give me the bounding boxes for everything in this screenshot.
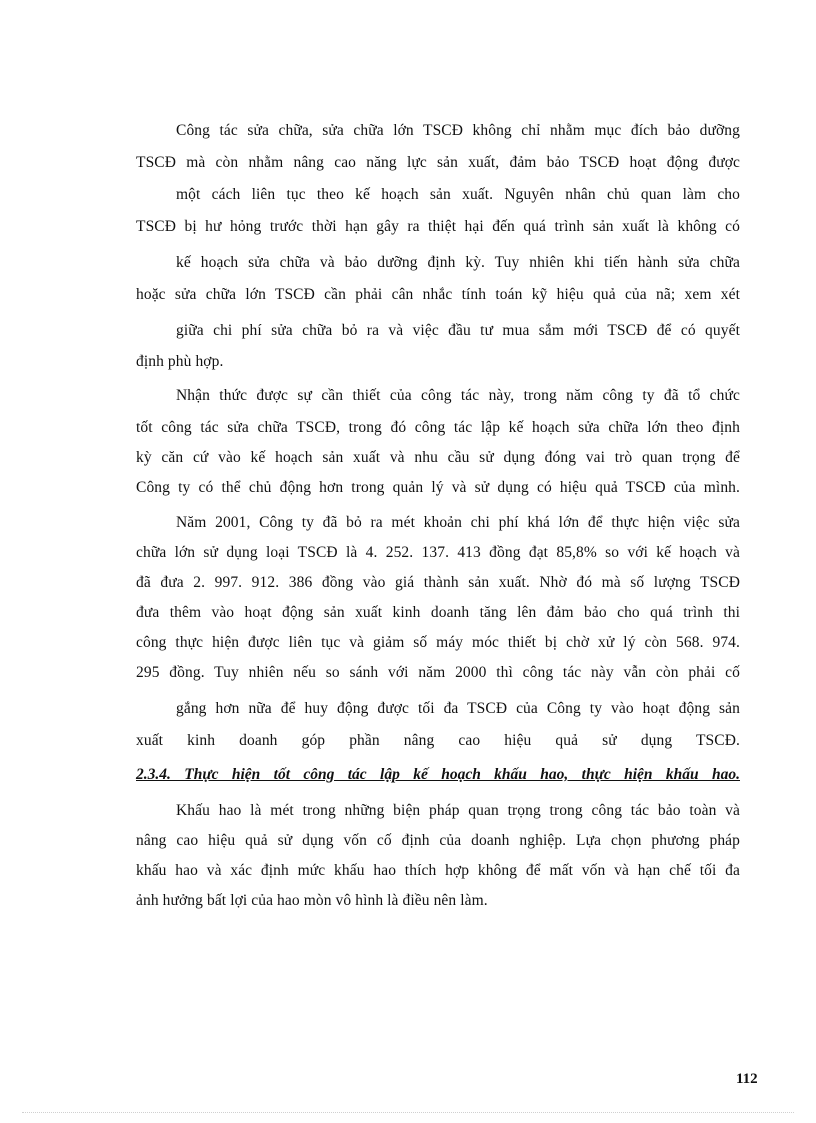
paragraph-line: một cách liên tục theo kế hoạch sản xuất. Nguyên nhân chủ quan làm cho bbox=[176, 186, 740, 203]
paragraph-line: chữa lớn sử dụng loại TSCĐ là 4. 252. 137. 413 đồng đạt 85,8% so với kế hoạch và bbox=[136, 544, 740, 561]
paragraph-line: công thực hiện được liên tục và giảm số máy móc thiết bị chờ xử lý còn 568. 974. bbox=[136, 634, 740, 651]
paragraph-line: định phù hợp. bbox=[136, 353, 224, 370]
paragraph-line: nâng cao hiệu quả sử dụng vốn cố định của doanh nghiệp. Lựa chọn phương pháp bbox=[136, 832, 740, 849]
paragraph-line: đã đưa 2. 997. 912. 386 đồng vào giá thành sản xuất. Nhờ đó mà số lượng TSCĐ bbox=[136, 574, 740, 591]
paragraph-line: đưa thêm vào hoạt động sản xuất kinh doanh tăng lên đảm bảo cho quá trình thi bbox=[136, 604, 740, 621]
paragraph-line: hoặc sửa chữa lớn TSCĐ cần phải cân nhắc tính toán kỹ hiệu quả của nã; xem xét bbox=[136, 286, 740, 303]
paragraph-line: Khấu hao là mét trong những biện pháp quan trọng trong công tác bảo toàn và bbox=[176, 802, 740, 819]
paragraph-line: xuất kinh doanh góp phần nâng cao hiệu quả sử dụng TSCĐ. bbox=[136, 732, 740, 749]
paragraph-line: tốt công tác sửa chữa TSCĐ, trong đó công tác lập kế hoạch sửa chữa lớn theo định bbox=[136, 419, 740, 436]
page-bottom-border bbox=[22, 1112, 794, 1113]
paragraph-line: Công ty có thể chủ động hơn trong quản lý và sử dụng có hiệu quả TSCĐ của mình. bbox=[136, 479, 740, 496]
paragraph-line: gắng hơn nữa để huy động được tối đa TSCĐ của Công ty vào hoạt động sản bbox=[176, 700, 740, 717]
paragraph-line: Nhận thức được sự cần thiết của công tác này, trong năm công ty đã tổ chức bbox=[176, 387, 740, 404]
paragraph-line: Năm 2001, Công ty đã bỏ ra mét khoản chi phí khá lớn để thực hiện việc sửa bbox=[176, 514, 740, 531]
paragraph-line: TSCĐ bị hư hỏng trước thời hạn gây ra thiệt hại đến quá trình sản xuất là không có bbox=[136, 218, 740, 235]
paragraph-line: kỳ căn cứ vào kế hoạch sản xuất và nhu cầu sử dụng đóng vai trò quan trọng để bbox=[136, 449, 740, 466]
paragraph-line: 295 đồng. Tuy nhiên nếu so sánh với năm 2000 thì công tác này vẫn còn phải cố bbox=[136, 664, 740, 681]
paragraph-line: kế hoạch sửa chữa và bảo dưỡng định kỳ. Tuy nhiên khi tiến hành sửa chữa bbox=[176, 254, 740, 271]
paragraph-line: Công tác sửa chữa, sửa chữa lớn TSCĐ không chỉ nhằm mục đích bảo dưỡng bbox=[176, 122, 740, 139]
paragraph-line: giữa chi phí sửa chữa bỏ ra và việc đầu tư mua sắm mới TSCĐ để có quyết bbox=[176, 322, 740, 339]
section-heading: 2.3.4. Thực hiện tốt công tác lập kế hoạch khấu hao, thực hiện khấu hao. bbox=[136, 766, 740, 783]
page-number: 112 bbox=[736, 1071, 758, 1087]
paragraph-line: khấu hao và xác định mức khấu hao thích hợp không để mất vốn và hạn chế tối đa bbox=[136, 862, 740, 879]
paragraph-line: TSCĐ mà còn nhằm nâng cao năng lực sản xuất, đảm bảo TSCĐ hoạt động được bbox=[136, 154, 740, 171]
paragraph-line: ảnh hưởng bất lợi của hao mòn vô hình là điều nên làm. bbox=[136, 892, 488, 909]
